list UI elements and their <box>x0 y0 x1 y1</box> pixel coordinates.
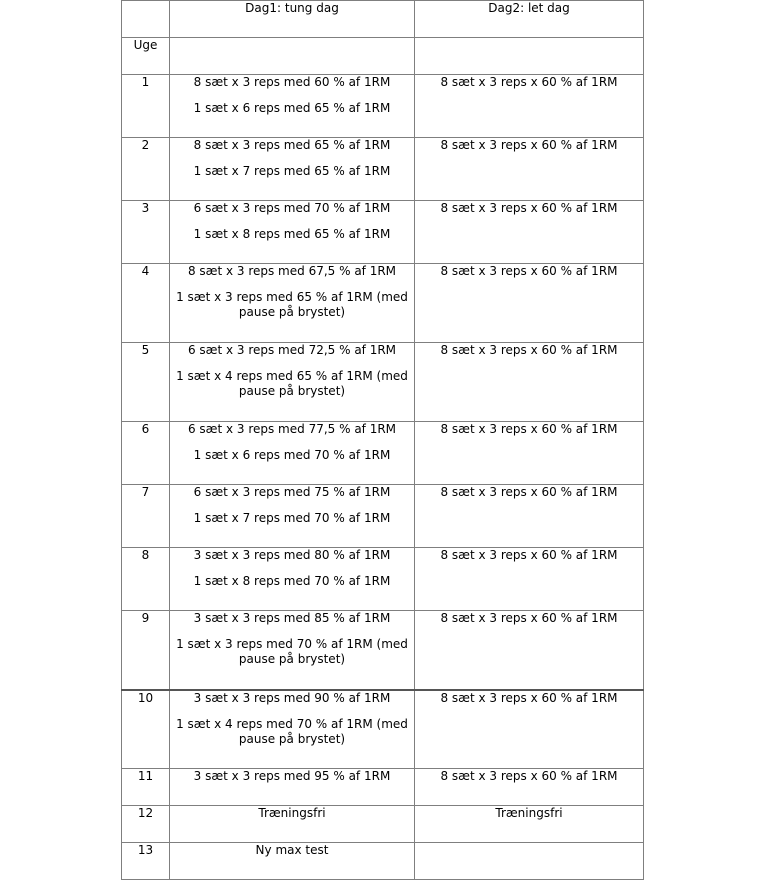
day1-line: 1 sæt x 7 reps med 70 % af 1RM <box>193 511 391 525</box>
day1-line: 6 sæt x 3 reps med 77,5 % af 1RM <box>187 422 397 436</box>
day1-line: 1 sæt x 6 reps med 65 % af 1RM <box>193 101 391 115</box>
day2-cell: 8 sæt x 3 reps x 60 % af 1RM <box>415 485 644 548</box>
day2-cell: 8 sæt x 3 reps x 60 % af 1RM <box>415 201 644 264</box>
week-number: 4 <box>122 264 170 343</box>
table-row <box>122 769 644 806</box>
week-number: 5 <box>122 343 170 422</box>
week-number: 7 <box>122 485 170 548</box>
day1-line: 1 sæt x 4 reps med 65 % af 1RM (med pause på brystet) <box>176 369 408 398</box>
day1-line: 6 sæt x 3 reps med 72,5 % af 1RM <box>187 343 397 357</box>
day1-line: 1 sæt x 3 reps med 70 % af 1RM (med pause på brystet) <box>176 637 408 666</box>
header-day2: Dag2: let dag <box>415 1 644 38</box>
day2-cell: 8 sæt x 3 reps x 60 % af 1RM <box>415 75 644 138</box>
day1-cell <box>170 769 415 806</box>
day1-line: 1 sæt x 3 reps med 65 % af 1RM (med pause på brystet) <box>176 290 408 319</box>
table-row <box>122 138 644 201</box>
day1-cell <box>170 343 415 422</box>
table-row <box>122 611 644 690</box>
day1-line: 8 sæt x 3 reps med 65 % af 1RM <box>193 138 391 152</box>
day2-cell: 8 sæt x 3 reps x 60 % af 1RM <box>415 264 644 343</box>
day2-cell: 8 sæt x 3 reps x 60 % af 1RM <box>415 343 644 422</box>
day1-line: 8 sæt x 3 reps med 60 % af 1RM <box>193 75 391 89</box>
day2-cell: Træningsfri <box>415 806 644 843</box>
day1-line: 1 sæt x 6 reps med 70 % af 1RM <box>193 448 391 462</box>
training-plan-table <box>121 0 644 880</box>
day1-line: Træningsfri <box>258 806 326 820</box>
empty-cell <box>170 38 415 75</box>
table-row <box>122 806 644 843</box>
day2-cell: 8 sæt x 3 reps x 60 % af 1RM <box>415 611 644 690</box>
day1-line: 3 sæt x 3 reps med 95 % af 1RM <box>193 769 391 783</box>
week-number: 2 <box>122 138 170 201</box>
day1-line: 1 sæt x 7 reps med 65 % af 1RM <box>193 164 391 178</box>
week-label: Uge <box>122 38 170 75</box>
day1-cell <box>170 201 415 264</box>
day1-cell <box>170 611 415 690</box>
day1-cell <box>170 485 415 548</box>
table-row <box>122 485 644 548</box>
table-row <box>122 201 644 264</box>
week-number: 8 <box>122 548 170 611</box>
header-row <box>122 1 644 38</box>
day2-cell: 8 sæt x 3 reps x 60 % af 1RM <box>415 769 644 806</box>
week-number: 13 <box>122 843 170 880</box>
table-row <box>122 422 644 485</box>
week-number: 10 <box>122 690 170 769</box>
week-number: 11 <box>122 769 170 806</box>
day1-cell <box>170 138 415 201</box>
week-label-row <box>122 38 644 75</box>
table-row <box>122 75 644 138</box>
week-number: 12 <box>122 806 170 843</box>
header-day1: Dag1: tung dag <box>170 1 415 38</box>
day1-line: 6 sæt x 3 reps med 70 % af 1RM <box>193 201 391 215</box>
day1-line: 3 sæt x 3 reps med 80 % af 1RM <box>193 548 391 562</box>
empty-cell <box>415 38 644 75</box>
day1-cell <box>170 264 415 343</box>
day1-line: Ny max test <box>255 843 329 857</box>
day1-cell <box>170 422 415 485</box>
day1-cell <box>170 690 415 769</box>
day2-cell: 8 sæt x 3 reps x 60 % af 1RM <box>415 422 644 485</box>
day1-cell <box>170 75 415 138</box>
table-row <box>122 843 644 880</box>
table-row <box>122 548 644 611</box>
day1-cell <box>170 806 415 843</box>
week-number: 1 <box>122 75 170 138</box>
table-row <box>122 343 644 422</box>
day1-cell <box>170 548 415 611</box>
day1-cell <box>170 843 415 880</box>
day1-line: 1 sæt x 8 reps med 70 % af 1RM <box>193 574 391 588</box>
day2-cell: 8 sæt x 3 reps x 60 % af 1RM <box>415 138 644 201</box>
table-row <box>122 690 644 769</box>
day2-cell: 8 sæt x 3 reps x 60 % af 1RM <box>415 548 644 611</box>
corner-cell <box>122 1 170 38</box>
table-row <box>122 264 644 343</box>
day1-line: 3 sæt x 3 reps med 85 % af 1RM <box>193 611 391 625</box>
day1-line: 3 sæt x 3 reps med 90 % af 1RM <box>193 690 391 705</box>
day1-line: 6 sæt x 3 reps med 75 % af 1RM <box>193 485 391 499</box>
day2-cell <box>415 843 644 880</box>
day1-line: 8 sæt x 3 reps med 67,5 % af 1RM <box>187 264 397 278</box>
week-number: 6 <box>122 422 170 485</box>
day1-line: 1 sæt x 8 reps med 65 % af 1RM <box>193 227 391 241</box>
day1-line: 1 sæt x 4 reps med 70 % af 1RM (med pause på brystet) <box>176 716 408 746</box>
week-number: 3 <box>122 201 170 264</box>
week-number: 9 <box>122 611 170 690</box>
day2-cell: 8 sæt x 3 reps x 60 % af 1RM <box>415 690 644 769</box>
